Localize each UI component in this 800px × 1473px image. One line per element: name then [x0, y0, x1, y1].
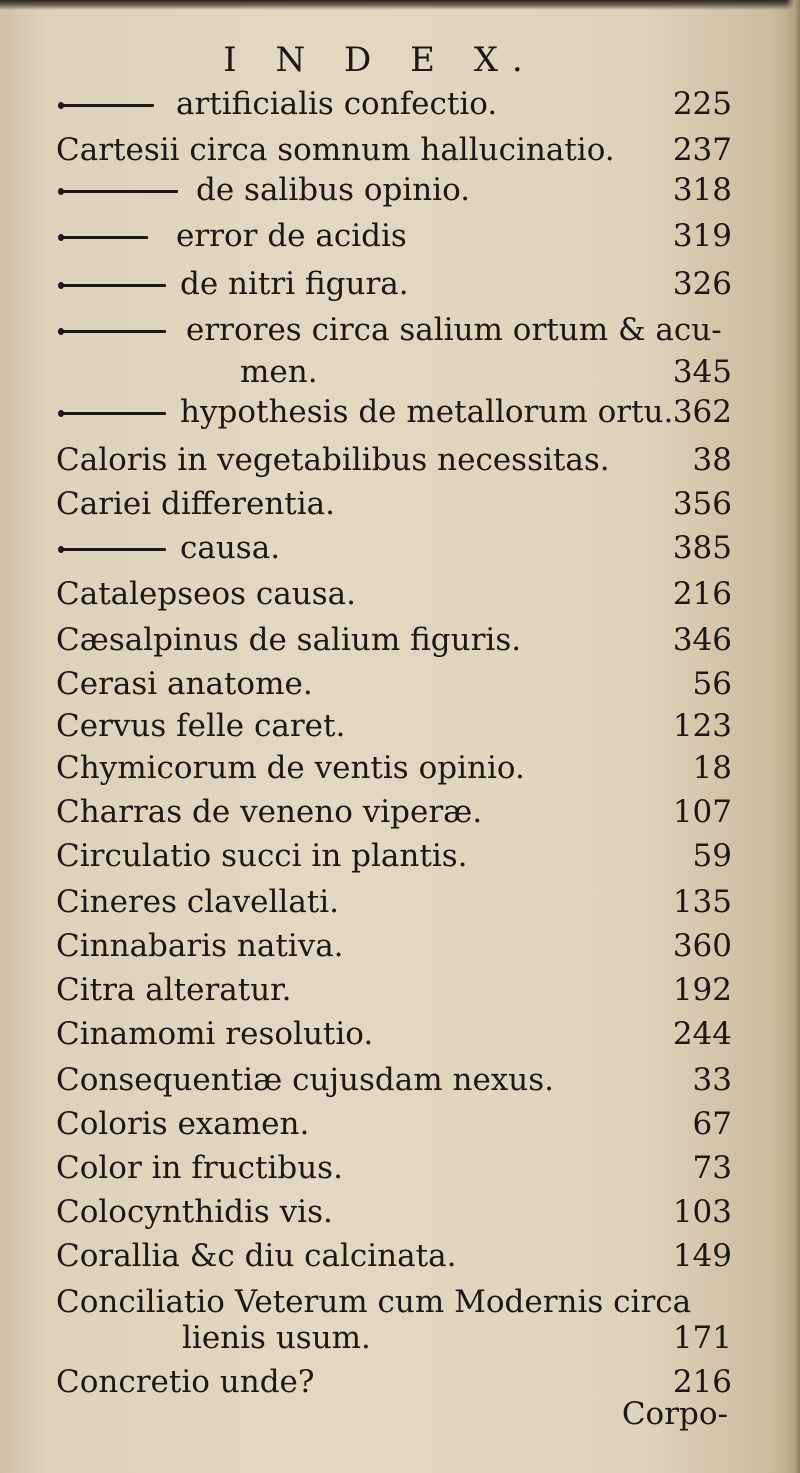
entry-term: Cariei differentia. [56, 486, 336, 522]
entry-term: hypothesis de metallorum ortu. [180, 394, 674, 430]
ditto-dash [62, 548, 166, 551]
entry-term: de salibus opinio. [196, 172, 471, 208]
index-entry [56, 704, 732, 748]
entry-page-number: 135 [672, 884, 732, 920]
ditto-dash [62, 330, 166, 333]
entry-term: Coloris examen. [56, 1106, 310, 1142]
catchword: Corpo- [621, 1396, 728, 1432]
index-entry [56, 924, 732, 968]
ditto-dash [62, 104, 154, 107]
entry-term: Chymicorum de ventis opinio. [56, 750, 525, 786]
entry-term: causa. [180, 530, 281, 566]
index-entry [56, 82, 732, 126]
entry-term: de nitri figura. [180, 266, 409, 302]
index-entry [56, 1058, 732, 1102]
entry-term: Cæsalpinus de salium figuris. [56, 622, 522, 658]
index-entry [56, 168, 732, 212]
entry-page-number: 18 [692, 750, 732, 786]
entry-term: Consequentiæ cujusdam nexus. [56, 1062, 554, 1098]
index-entry [56, 526, 732, 570]
entry-term: men. [240, 354, 318, 390]
entry-term: Catalepseos causa. [56, 576, 356, 612]
entry-term: Circulatio succi in plantis. [56, 838, 468, 874]
entry-page-number: 385 [672, 530, 732, 566]
entry-page-number: 103 [672, 1194, 732, 1230]
ditto-dash [62, 412, 166, 415]
index-entry [56, 662, 732, 706]
entry-term: artificialis confectio. [176, 86, 498, 122]
entry-page-number: 346 [672, 622, 732, 658]
index-entry [56, 968, 732, 1012]
index-entry [56, 1234, 732, 1278]
index-entry [56, 618, 732, 662]
entry-page-number: 107 [672, 794, 732, 830]
ditto-dash [62, 236, 148, 239]
index-entry [56, 350, 732, 394]
entry-page-number: 171 [672, 1320, 732, 1356]
entry-page-number: 192 [672, 972, 732, 1008]
entry-page-number: 318 [672, 172, 732, 208]
entry-term: Concretio unde? [56, 1364, 315, 1400]
entry-term: Cerasi anatome. [56, 666, 313, 702]
index-entry [56, 390, 732, 434]
index-entry [56, 1316, 732, 1360]
entry-term: Color in fructibus. [56, 1150, 343, 1186]
entry-page-number: 356 [672, 486, 732, 522]
entry-page-number: 216 [672, 576, 732, 612]
entry-term: Cartesii circa somnum hallucinatio. [56, 132, 615, 168]
entry-page-number: 360 [672, 928, 732, 964]
entry-page-number: 149 [672, 1238, 732, 1274]
index-entry [56, 790, 732, 834]
entry-page-number: 73 [692, 1150, 732, 1186]
index-entry [56, 880, 732, 924]
entry-term: Corallia &c diu calcinata. [56, 1238, 457, 1274]
index-entry [56, 572, 732, 616]
index-entry [56, 1190, 732, 1234]
entry-page-number: 345 [672, 354, 732, 390]
page-title: I N D E X. [223, 40, 537, 80]
entry-page-number: 123 [672, 708, 732, 744]
entry-term: Cineres clavellati. [56, 884, 340, 920]
entry-term: lienis usum. [182, 1320, 371, 1356]
entry-term: Colocynthidis vis. [56, 1194, 333, 1230]
index-entry [56, 128, 732, 172]
entry-page-number: 244 [672, 1016, 732, 1052]
entry-term: Cinnabaris nativa. [56, 928, 344, 964]
entry-term: errores circa salium ortum & acu- [186, 312, 722, 348]
entry-page-number: 326 [672, 266, 732, 302]
ditto-dash [62, 190, 178, 193]
index-entry [56, 1012, 732, 1056]
entry-term: Caloris in vegetabilibus necessitas. [56, 442, 610, 478]
index-entry [56, 214, 732, 258]
entry-page-number: 56 [692, 666, 732, 702]
index-entry [56, 438, 732, 482]
entry-page-number: 225 [672, 86, 732, 122]
index-entry [56, 1102, 732, 1146]
index-entry [56, 1146, 732, 1190]
entry-term: Cinamomi resolutio. [56, 1016, 374, 1052]
entry-page-number: 237 [672, 132, 732, 168]
entry-page-number: 67 [692, 1106, 732, 1142]
entry-page-number: 319 [672, 218, 732, 254]
index-entry [56, 262, 732, 306]
index-entry [56, 308, 732, 352]
entry-page-number: 362 [672, 394, 732, 430]
entry-term: Cervus felle caret. [56, 708, 346, 744]
entry-term: Citra alteratur. [56, 972, 292, 1008]
entry-page-number: 216 [672, 1364, 732, 1400]
entry-page-number: 33 [692, 1062, 732, 1098]
ditto-dash [62, 284, 166, 287]
entry-page-number: 59 [692, 838, 732, 874]
entry-page-number: 38 [692, 442, 732, 478]
index-entry [56, 834, 732, 878]
entry-term: error de acidis [176, 218, 407, 254]
entry-term: Charras de veneno viperæ. [56, 794, 483, 830]
index-entry [56, 482, 732, 526]
entry-term: Conciliatio Veterum cum Modernis circa [56, 1284, 692, 1320]
index-entry [56, 746, 732, 790]
